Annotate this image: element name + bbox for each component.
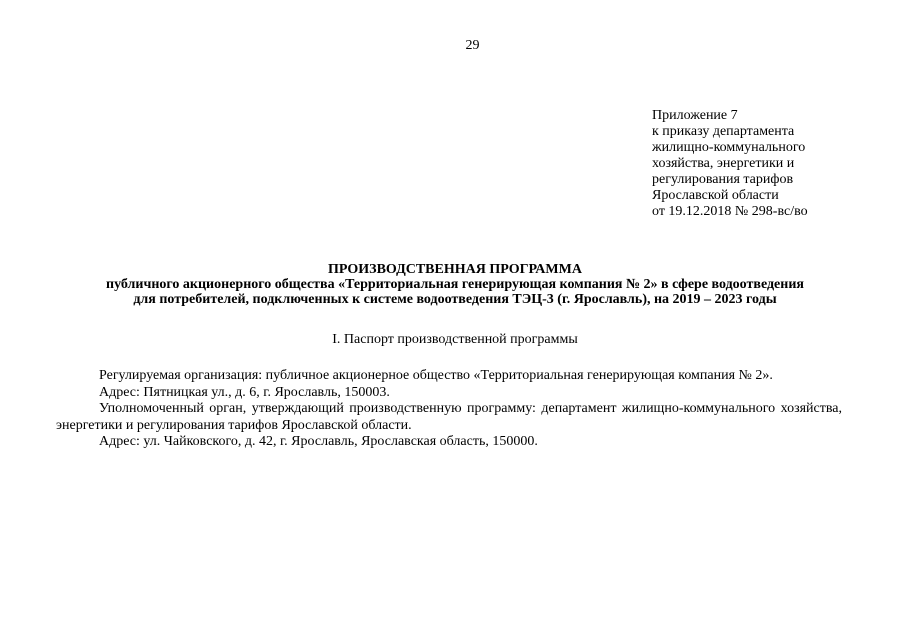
appendix-line: к приказу департамента bbox=[652, 124, 795, 139]
page-number: 29 bbox=[465, 38, 480, 53]
appendix-line: хозяйства, энергетики и bbox=[652, 156, 795, 171]
document-title bbox=[56, 262, 854, 307]
title-line-scope: для потребителей, подключенных к системе водоотведения ТЭЦ-3 (г. Ярославль), на 2019 – 2023 годы bbox=[133, 292, 777, 307]
title-line-main: ПРОИЗВОДСТВЕННАЯ ПРОГРАММА bbox=[328, 262, 582, 277]
appendix-line: Приложение 7 bbox=[652, 108, 738, 123]
appendix-line: Ярославской области bbox=[652, 188, 779, 203]
passport-body bbox=[56, 368, 842, 451]
appendix-line: жилищно-коммунального bbox=[652, 140, 806, 155]
appendix-block bbox=[652, 108, 808, 220]
paragraph-authority-address: Адрес: ул. Чайковского, д. 42, г. Ярославль, Ярославская область, 150000. bbox=[99, 434, 538, 449]
title-line-organization: публичного акционерного общества «Территориальная генерирующая компания № 2» в сфере водоотведения bbox=[106, 277, 804, 292]
appendix-line: регулирования тарифов bbox=[652, 172, 794, 187]
paragraph-regulated-org: Регулируемая организация: публичное акционерное общество «Территориальная генерирующая компания № 2». bbox=[99, 368, 773, 383]
paragraph-authorized-body: Уполномоченный орган, утверждающий производственную программу: департамент жилищно-коммунального хозяйства, энергетики и регулирования тарифов Ярославской области. bbox=[56, 401, 842, 433]
appendix-line: от 19.12.2018 № 298-вс/во bbox=[652, 204, 808, 219]
paragraph-org-address: Адрес: Пятницкая ул., д. 6, г. Ярославль, 150003. bbox=[99, 384, 390, 400]
section-heading: I. Паспорт производственной программы bbox=[332, 332, 578, 347]
